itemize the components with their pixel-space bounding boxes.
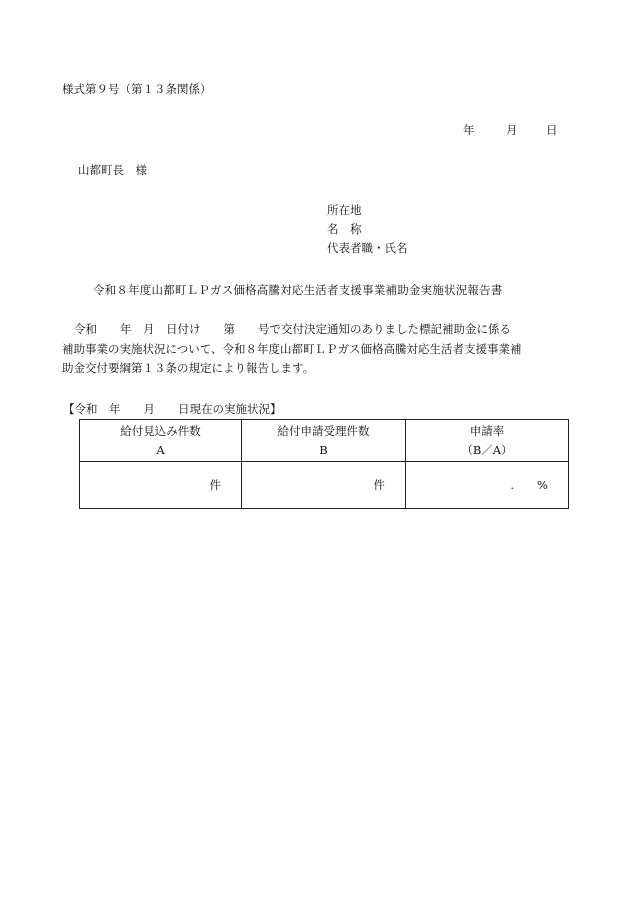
value-cell-expected: [80, 462, 242, 509]
table-caption: 【令和 年 月 日現在の実施状況】: [63, 402, 282, 416]
value-cell-rate: [406, 462, 569, 509]
header-sub: A: [156, 443, 165, 457]
header-cell-rate: [406, 420, 569, 462]
applicant-address-label: 所在地: [327, 203, 362, 217]
body-line: 助金交付要綱第１３条の規定により報告します。: [62, 361, 315, 375]
value-cell-received: [242, 462, 406, 509]
header-label: 給付申請受理件数: [277, 424, 370, 438]
header-label: 給付見込み件数: [120, 424, 201, 438]
value-unit: 件: [209, 478, 221, 492]
form-number: 様式第９号（第１３条関係）: [62, 82, 212, 96]
applicant-block: [327, 203, 408, 260]
table-value-row: [80, 462, 569, 509]
implementation-status-table: [79, 419, 569, 509]
value-unit: 件: [373, 478, 385, 492]
table-header-row: [80, 420, 569, 462]
header-cell-expected: [80, 420, 242, 462]
value-unit: . %: [510, 478, 548, 492]
body-line: 補助事業の実施状況について、令和８年度山都町ＬＰガス価格高騰対応生活者支援事業補: [62, 341, 522, 356]
body-text: [62, 322, 570, 381]
date-day-label: 日: [546, 123, 558, 137]
applicant-representative-label: 代表者職・氏名: [327, 241, 408, 255]
date-year-label: 年: [463, 123, 475, 137]
date-line: [463, 123, 558, 137]
addressee: 山都町長 様: [78, 163, 147, 177]
header-cell-received: [242, 420, 406, 462]
document-title: 令和８年度山都町ＬＰガス価格高騰対応生活者支援事業補助金実施状況報告書: [93, 283, 503, 297]
header-sub: B: [319, 443, 328, 457]
header-label: 申請率: [469, 424, 505, 438]
date-month-label: 月: [506, 123, 518, 137]
header-sub: （B／A）: [461, 443, 513, 457]
applicant-name-label: 名 称: [327, 222, 362, 236]
body-line: 令和 年 月 日付け 第 号で交付決定通知のありました標記補助金に係る: [74, 322, 511, 336]
